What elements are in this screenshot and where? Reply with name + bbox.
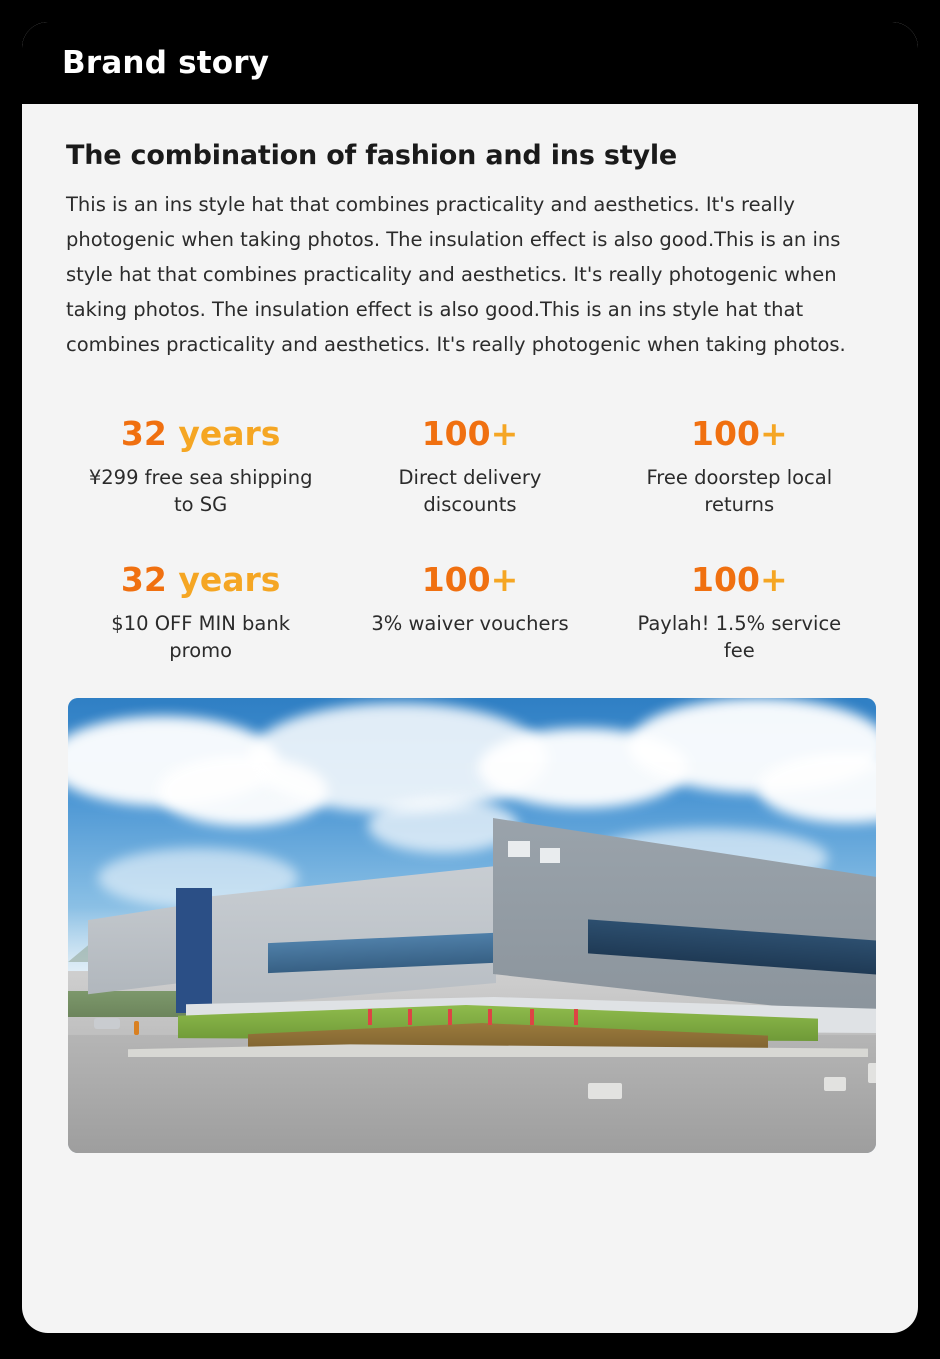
card-body — [22, 104, 918, 1153]
stat-value — [121, 414, 281, 454]
stat-value-suffix: + — [759, 414, 788, 453]
section-paragraph: This is an ins style hat that combines practicality and aesthetics. It's really photogenic when taking photos. The insulation effect is also good.This is an ins style hat that combines practicality and aesthetics. It's really photogenic when taking photos. The insulation effect is also good.This is an ins style hat that combines practicality and aesthetics. It's really photogenic when taking photos. — [66, 193, 846, 356]
stat-label: 3% waiver vouchers — [371, 612, 569, 635]
stat-value-suffix: + — [490, 414, 519, 453]
stat-item — [335, 560, 604, 664]
stat-item — [66, 414, 335, 518]
ground-object — [824, 1077, 846, 1091]
person-figure — [134, 1021, 139, 1035]
stat-value-number: 100 — [691, 560, 760, 599]
stat-value — [422, 414, 519, 454]
stat-value-number: 32 — [120, 560, 167, 599]
stat-label: Paylah! 1.5% service fee — [637, 612, 842, 662]
marker-post — [488, 1009, 492, 1025]
ground-object — [868, 1063, 876, 1083]
stat-value-number: 32 — [120, 414, 167, 453]
stat-item — [605, 560, 874, 664]
roof-unit — [508, 841, 530, 857]
stats-grid — [66, 414, 874, 664]
stat-value-number: 100 — [421, 560, 491, 599]
section-title: The combination of fashion and ins style — [66, 140, 678, 171]
stat-value-suffix: years — [166, 560, 281, 599]
stat-value-number: 100 — [421, 414, 491, 453]
marker-post — [530, 1009, 534, 1025]
marker-post — [448, 1009, 452, 1025]
stat-value — [691, 560, 788, 600]
stat-value — [422, 560, 519, 600]
stat-value-suffix: + — [490, 560, 519, 599]
brand-story-card — [22, 22, 918, 1333]
stat-value-suffix: years — [166, 414, 281, 453]
blue-wall-panel — [176, 888, 212, 1013]
marker-post — [408, 1009, 412, 1025]
tree-line — [68, 991, 188, 1017]
factory-photo — [68, 698, 876, 1153]
stat-value-suffix: + — [759, 560, 788, 599]
page-title: Brand story — [62, 45, 270, 81]
parked-car — [94, 1018, 120, 1029]
stat-value-number: 100 — [691, 414, 760, 453]
roof-unit — [540, 848, 560, 863]
stat-label: ¥299 free sea shipping to SG — [88, 466, 313, 516]
stat-item — [66, 560, 335, 664]
stat-value — [121, 560, 281, 600]
marker-post — [574, 1009, 578, 1025]
stat-item — [335, 414, 604, 518]
marker-post — [368, 1009, 372, 1025]
stat-label: Direct delivery discounts — [398, 466, 542, 516]
stat-item — [605, 414, 874, 518]
stat-label: Free doorstep local returns — [646, 466, 833, 516]
stat-label: $10 OFF MIN bank promo — [111, 612, 291, 662]
ground-object — [588, 1083, 622, 1099]
stat-value — [691, 414, 788, 454]
card-header — [22, 22, 918, 104]
photo-wrapper — [66, 698, 874, 1153]
